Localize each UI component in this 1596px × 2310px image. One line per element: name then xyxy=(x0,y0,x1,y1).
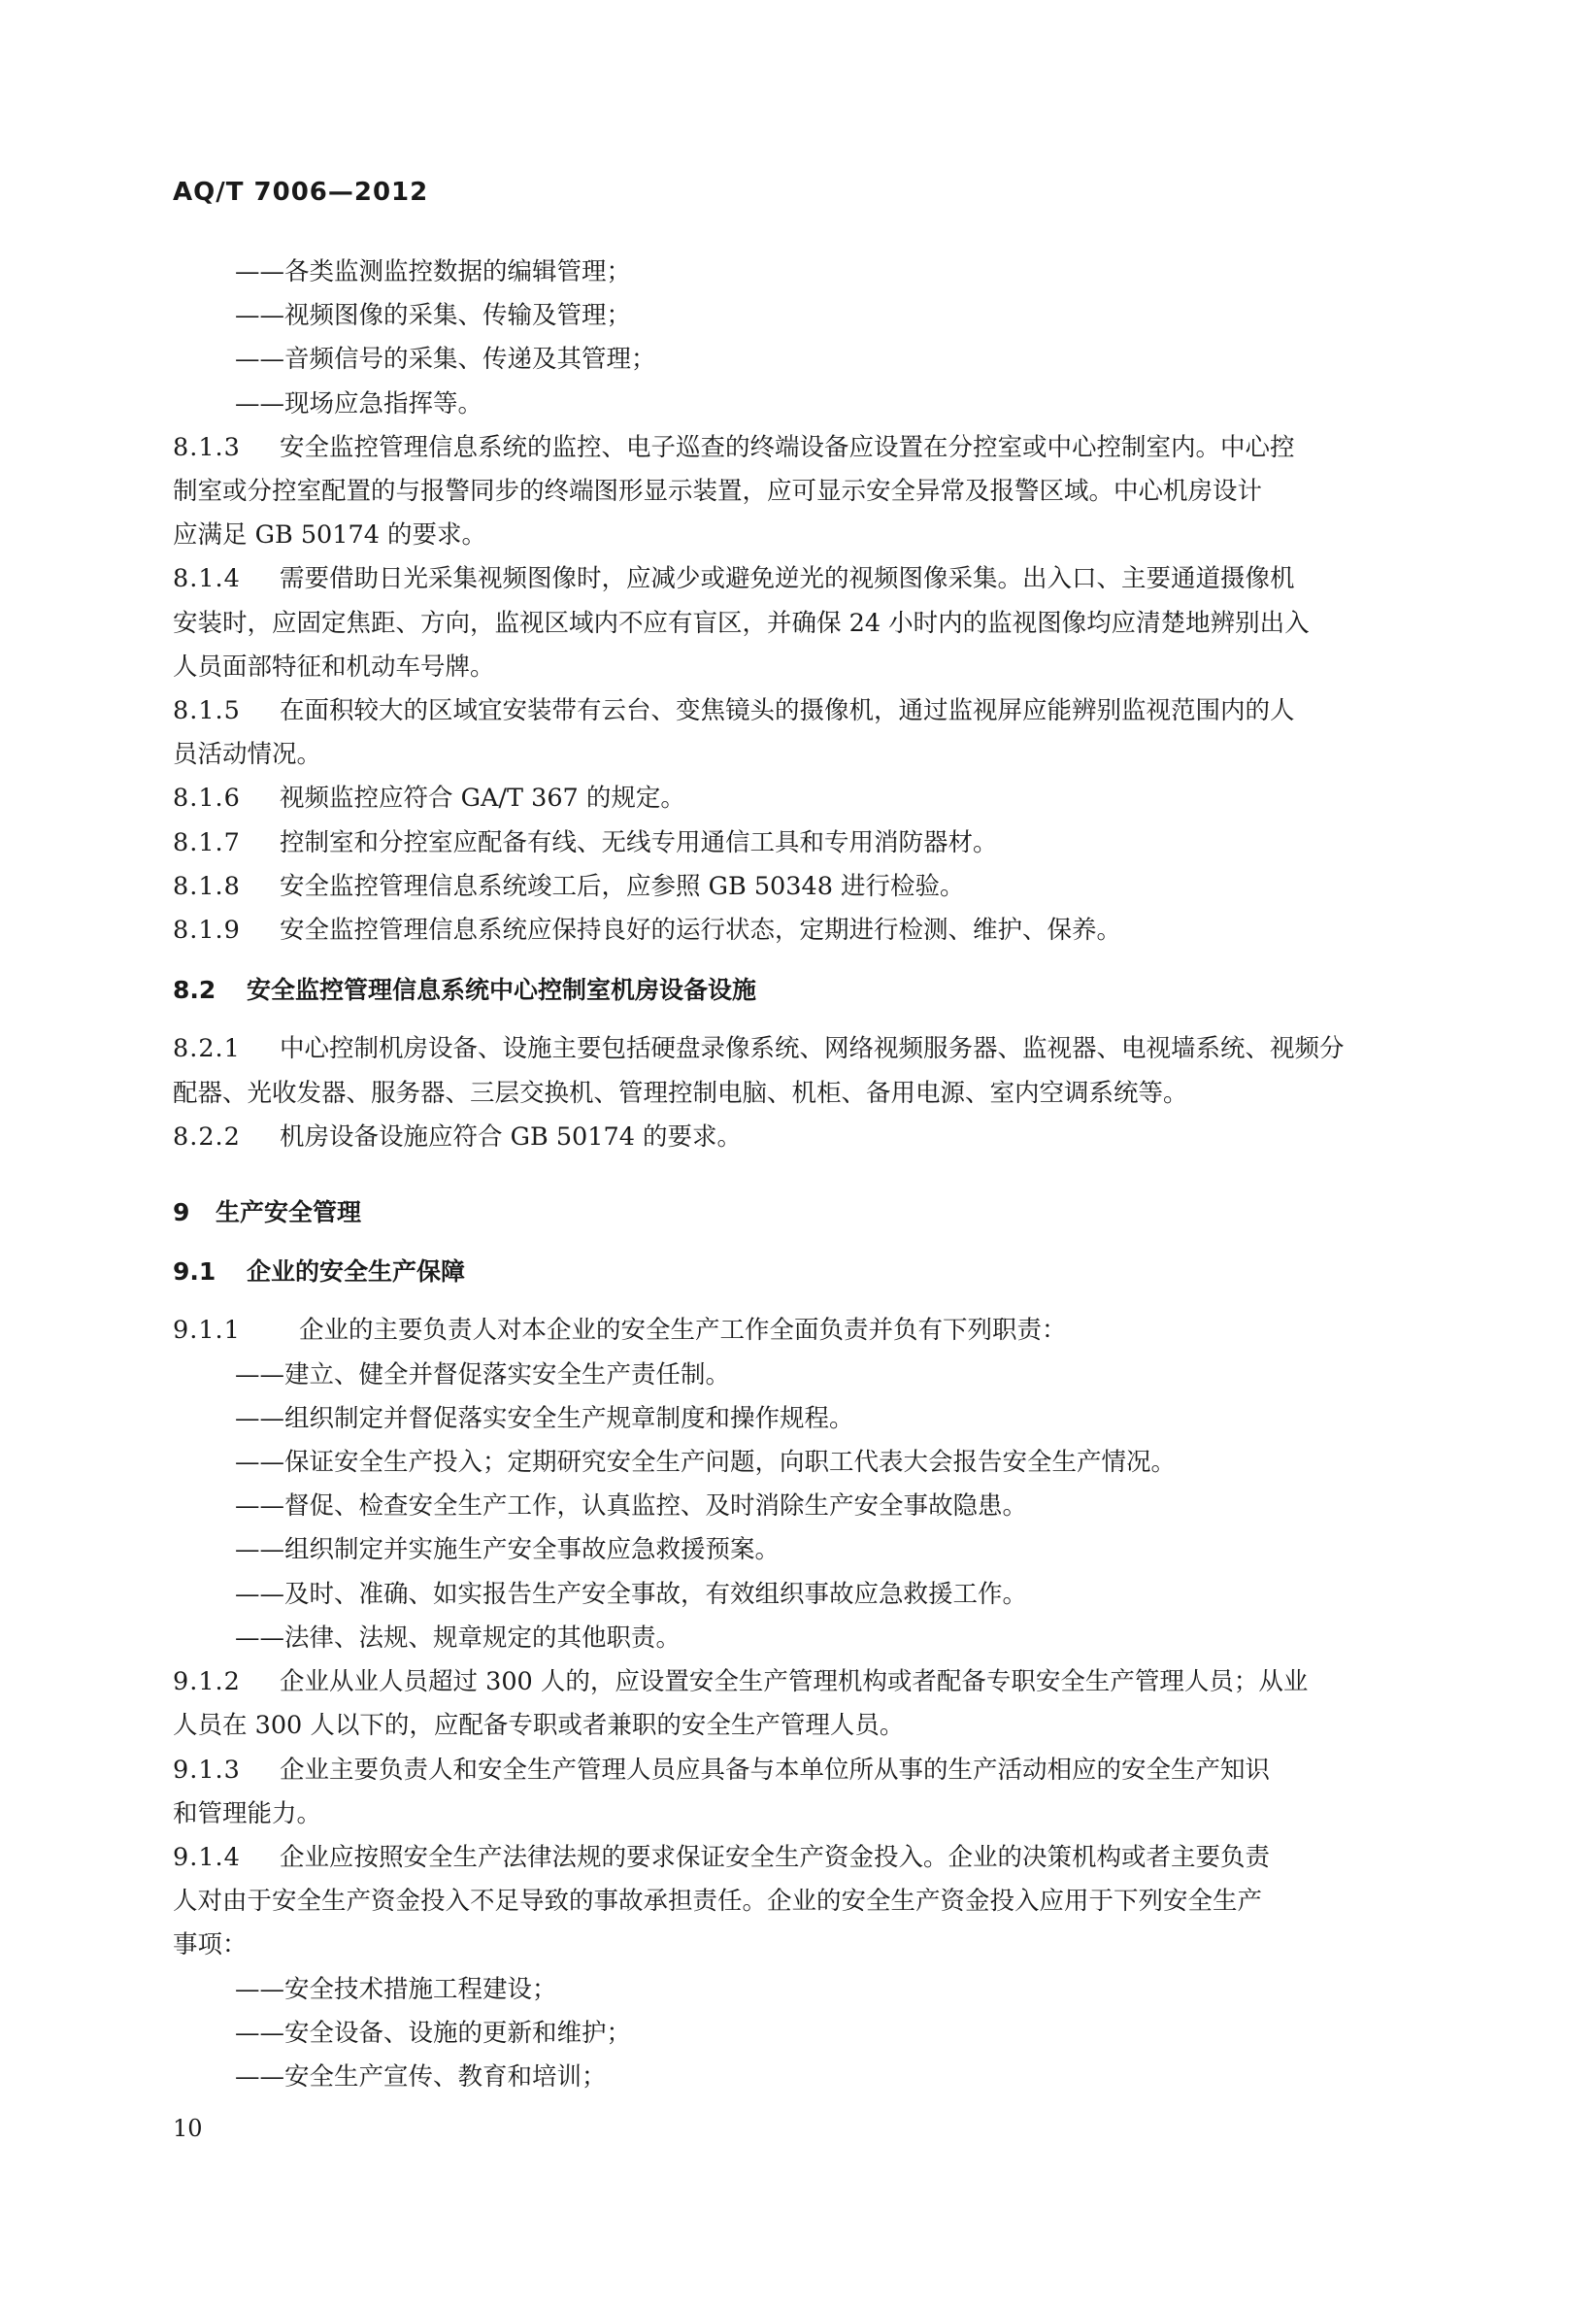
list-item: ——各类监测监控数据的编辑管理； xyxy=(235,257,632,286)
clause-8-1-6 xyxy=(173,777,1446,820)
clause-text: 企业主要负责人和安全生产管理人员应具备与本单位所从事的生产活动相应的安全生产知识 xyxy=(280,1755,1271,1785)
clause-text-line: 安装时，应固定焦距、方向，监视区域内不应有盲区，并确保 24 小时内的监视图像均应清楚地辨别出入 xyxy=(173,608,1310,638)
clause-text: 中心控制机房设备、设施主要包括硬盘录像系统、网络视频服务器、监视器、电视墙系统、视频分 xyxy=(280,1034,1345,1064)
list-item: ——保证安全生产投入；定期研究安全生产问题，向职工代表大会报告安全生产情况。 xyxy=(235,1448,1177,1478)
clause-text-line: 人员在 300 人以下的，应配备专职或者兼职的安全生产管理人员。 xyxy=(173,1711,905,1741)
list-item: ——现场应急指挥等。 xyxy=(235,388,483,418)
clause-number: 8.2.1 xyxy=(173,1034,241,1064)
list-item: ——组织制定并督促落实安全生产规章制度和操作规程。 xyxy=(235,1403,854,1433)
clause-text: 在面积较大的区域宜安装带有云台、变焦镜头的摄像机，通过监视屏应能辨别监视范围内的人 xyxy=(280,696,1295,726)
clause-text: 安全监控管理信息系统竣工后，应参照 GB 50348 进行检验。 xyxy=(280,871,965,901)
clause-9-1-4 xyxy=(173,1836,1446,1880)
clause-text-line: 员活动情况。 xyxy=(173,740,322,770)
clause-number: 8.2.2 xyxy=(173,1122,241,1152)
clause-text: 需要借助日光采集视频图像时，应减少或避免逆光的视频图像采集。出入口、主要通道摄像机 xyxy=(280,564,1295,594)
chapter-number: 9 xyxy=(173,1198,190,1227)
list-item: ——安全生产宣传、教育和培训； xyxy=(235,2061,607,2092)
clause-number: 8.1.7 xyxy=(173,827,241,857)
clause-number: 8.1.8 xyxy=(173,871,241,901)
clause-number: 8.1.6 xyxy=(173,784,241,814)
clause-text-line: 和管理能力。 xyxy=(173,1798,322,1828)
section-number: 9.1 xyxy=(173,1257,216,1287)
clause-8-2-1 xyxy=(173,1027,1446,1071)
list-item: ——建立、健全并督促落实安全生产责任制。 xyxy=(235,1359,731,1389)
clause-8-1-9 xyxy=(173,909,1446,953)
clause-number: 9.1.2 xyxy=(173,1667,241,1697)
list-item: ——音频信号的采集、传递及其管理； xyxy=(235,345,656,375)
clause-text-line: 应满足 GB 50174 的要求。 xyxy=(173,520,487,551)
clause-text-line: 制室或分控室配置的与报警同步的终端图形显示装置，应可显示安全异常及报警区域。中心机房设计 xyxy=(173,477,1263,507)
section-title: 安全监控管理信息系统中心控制室机房设备设施 xyxy=(247,976,757,1005)
clause-8-2-2 xyxy=(173,1116,1446,1159)
page-number: 10 xyxy=(173,2115,203,2142)
list-item: ——法律、法规、规章规定的其他职责。 xyxy=(235,1623,682,1653)
list-item: ——安全设备、设施的更新和维护； xyxy=(235,2018,632,2048)
clause-text: 企业从业人员超过 300 人的，应设置安全生产管理机构或者配备专职安全生产管理人员；从业 xyxy=(280,1667,1309,1697)
list-item: ——组织制定并实施生产安全事故应急救援预案。 xyxy=(235,1535,781,1565)
clause-text: 安全监控管理信息系统的监控、电子巡查的终端设备应设置在分控室或中心控制室内。中心控 xyxy=(280,432,1295,462)
clause-text: 安全监控管理信息系统应保持良好的运行状态，定期进行检测、维护、保养。 xyxy=(280,916,1122,946)
clause-number: 8.1.4 xyxy=(173,564,241,594)
clause-8-1-7 xyxy=(173,821,1446,865)
clause-8-1-5 xyxy=(173,689,1446,733)
section-heading-8-2 xyxy=(173,968,1446,1012)
clause-text-line: 人员面部特征和机动车号牌。 xyxy=(173,652,495,682)
clause-text: 控制室和分控室应配备有线、无线专用通信工具和专用消防器材。 xyxy=(280,827,998,857)
clause-8-1-8 xyxy=(173,865,1446,909)
list-item: ——及时、准确、如实报告生产安全事故，有效组织事故应急救援工作。 xyxy=(235,1579,1028,1609)
clause-number: 8.1.9 xyxy=(173,916,241,946)
list-item: ——督促、检查安全生产工作，认真监控、及时消除生产安全事故隐患。 xyxy=(235,1491,1028,1522)
chapter-heading-9 xyxy=(173,1190,1446,1234)
clause-text: 企业应按照安全生产法律法规的要求保证安全生产资金投入。企业的决策机构或者主要负责 xyxy=(280,1842,1271,1872)
clause-text-line: 人对由于安全生产资金投入不足导致的事故承担责任。企业的安全生产资金投入应用于下列安全生产 xyxy=(173,1887,1263,1917)
clause-number: 8.1.5 xyxy=(173,696,241,726)
clause-number: 8.1.3 xyxy=(173,432,241,462)
document-code-header: AQ/T 7006—2012 xyxy=(173,178,429,207)
list-item: ——视频图像的采集、传输及管理； xyxy=(235,301,632,331)
clause-9-1-3 xyxy=(173,1749,1446,1792)
clause-8-1-3 xyxy=(173,426,1446,470)
clause-9-1-1 xyxy=(173,1309,1446,1353)
clause-text: 视频监控应符合 GA/T 367 的规定。 xyxy=(280,784,685,814)
document-body xyxy=(173,251,1446,2099)
clause-text: 机房设备设施应符合 GB 50174 的要求。 xyxy=(280,1122,743,1152)
section-title: 企业的安全生产保障 xyxy=(247,1257,466,1287)
clause-text-line: 事项： xyxy=(173,1930,248,1960)
clause-number: 9.1.4 xyxy=(173,1842,241,1872)
clause-number: 9.1.1 xyxy=(173,1316,241,1346)
clause-8-1-4 xyxy=(173,557,1446,601)
chapter-title: 生产安全管理 xyxy=(216,1198,362,1227)
clause-text: 企业的主要负责人对本企业的安全生产工作全面负责并负有下列职责： xyxy=(299,1316,1067,1346)
list-item: ——安全技术措施工程建设； xyxy=(235,1974,557,2004)
clause-9-1-2 xyxy=(173,1660,1446,1704)
clause-text-line: 配器、光收发器、服务器、三层交换机、管理控制电脑、机柜、备用电源、室内空调系统等。 xyxy=(173,1078,1188,1108)
clause-number: 9.1.3 xyxy=(173,1755,241,1785)
section-number: 8.2 xyxy=(173,976,216,1005)
section-heading-9-1 xyxy=(173,1250,1446,1293)
